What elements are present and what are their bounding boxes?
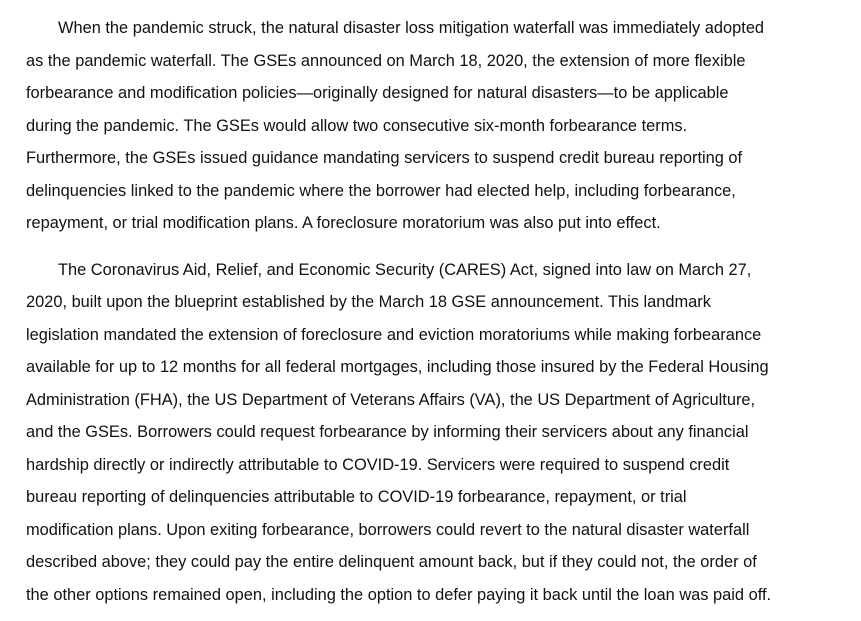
text-line: modification plans. Upon exiting forbearance, borrowers could revert to the natural disaster waterfall — [26, 520, 750, 539]
text-line: the other options remained open, including the option to defer paying it back until the loan was paid off. — [26, 585, 772, 604]
text-line: The Coronavirus Aid, Relief, and Economic Security (CARES) Act, signed into law on March 27, — [58, 260, 752, 279]
paragraph-cares-act — [26, 254, 846, 612]
text-line: described above; they could pay the entire delinquent amount back, but if they could not, the order of — [26, 553, 757, 571]
text-line: 2020, built upon the blueprint established by the March 18 GSE announcement. This landmark — [26, 293, 711, 311]
text-line: available for up to 12 months for all federal mortgages, including those insured by the Federal Housing — [26, 358, 769, 376]
text-line: hardship directly or indirectly attributable to COVID-19. Servicers were required to suspend credit — [26, 455, 730, 474]
text-line: and the GSEs. Borrowers could request forbearance by informing their servicers about any financial — [26, 423, 749, 441]
text-line: Administration (FHA), the US Department of Veterans Affairs (VA), the US Department of Agriculture, — [26, 390, 756, 409]
text-line: Furthermore, the GSEs issued guidance mandating servicers to suspend credit bureau reporting of — [26, 149, 743, 167]
text-line: bureau reporting of delinquencies attributable to COVID-19 forbearance, repayment, or trial — [26, 488, 687, 506]
document-body — [26, 12, 846, 611]
text-line: as the pandemic waterfall. The GSEs announced on March 18, 2020, the extension of more flexible — [26, 51, 746, 70]
text-line: When the pandemic struck, the natural disaster loss mitigation waterfall was immediately adopted — [58, 19, 765, 37]
text-line: legislation mandated the extension of foreclosure and eviction moratoriums while making forbearance — [26, 325, 762, 344]
text-line: during the pandemic. The GSEs would allow two consecutive six-month forbearance terms. — [26, 116, 688, 135]
text-line: delinquencies linked to the pandemic where the borrower had elected help, including forbearance, — [26, 181, 736, 200]
text-line: repayment, or trial modification plans. A foreclosure moratorium was also put into effect. — [26, 214, 661, 232]
paragraph-pandemic-waterfall — [26, 12, 846, 240]
text-line: forbearance and modification policies—originally designed for natural disasters—to be applicable — [26, 84, 729, 102]
